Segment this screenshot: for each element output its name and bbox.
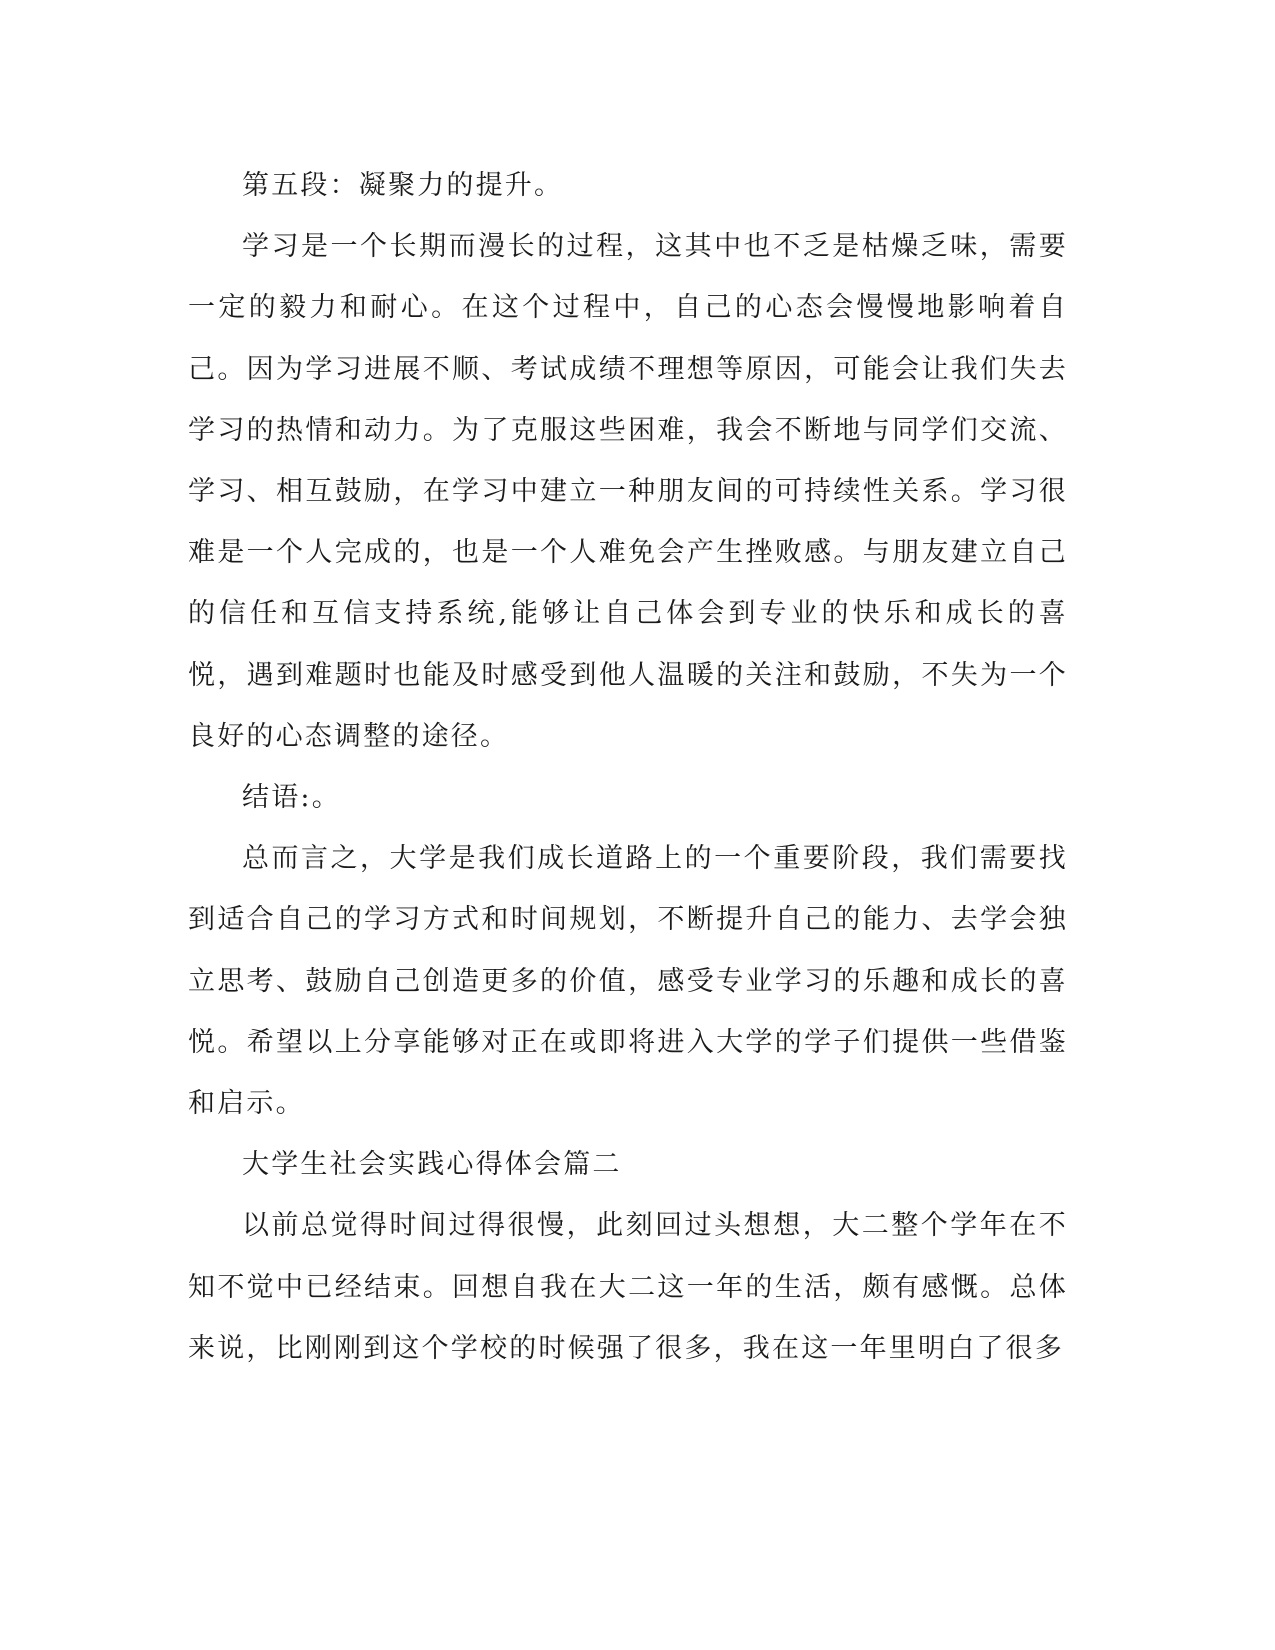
article-title-part-two: 大学生社会实践心得体会篇二 (242, 1149, 622, 1181)
conclusion-heading: 结语:。 (242, 782, 341, 814)
body-paragraph: 总而言之，大学是我们成长道路上的一个重要阶段，我们需要找到适合自己的学习方式和时间规划，不断提升自己的能力、去学会独立思考、鼓励自己创造更多的价值，感受专业学习的乐趣和成长的喜悦。希望以上分享能够对正在或即将进入大学的学子们提供一些借鉴和启示。 (188, 843, 1068, 1120)
body-paragraph: 学习是一个长期而漫长的过程，这其中也不乏是枯燥乏味，需要一定的毅力和耐心。在这个过程中，自己的心态会慢慢地影响着自己。因为学习进展不顺、考试成绩不理想等原因，可能会让我们失去学习的热情和动力。为了克服这些困难，我会不断地与同学们交流、学习、相互鼓励，在学习中建立一种朋友间的可持续性关系。学习很难是一个人完成的，也是一个人难免会产生挫败感。与朋友建立自己的信任和互信支持系统,能够让自己体会到专业的快乐和成长的喜悦，遇到难题时也能及时感受到他人温暖的关注和鼓励，不失为一个良好的心态调整的途径。 (188, 231, 1068, 752)
body-paragraph: 以前总觉得时间过得很慢，此刻回过头想想，大二整个学年在不知不觉中已经结束。回想自我在大二这一年的生活，颇有感慨。总体来说，比刚刚到这个学校的时候强了很多，我在这一年里明白了很多 (188, 1210, 1068, 1364)
section-heading-5: 第五段：凝聚力的提升。 (242, 170, 564, 201)
document-body (188, 155, 1068, 1379)
